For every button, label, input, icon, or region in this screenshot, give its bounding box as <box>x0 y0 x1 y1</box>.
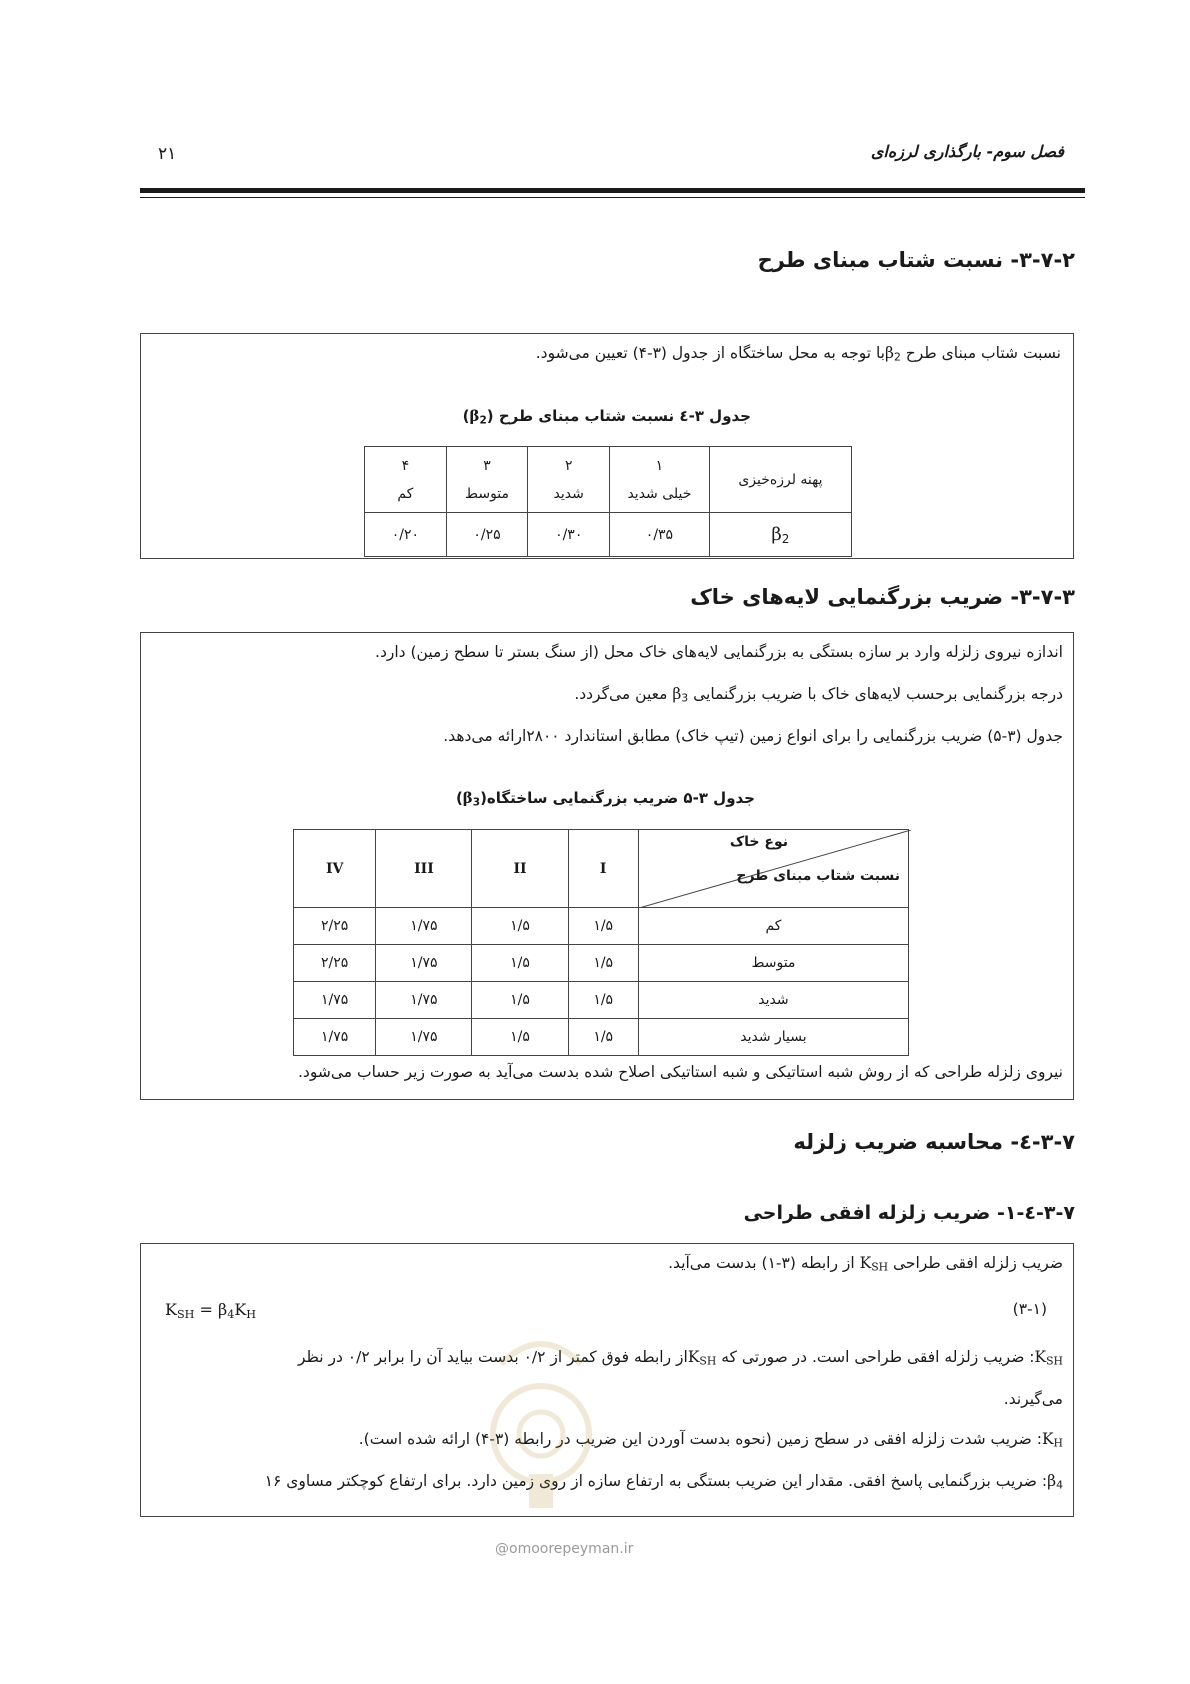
zone-1-header <box>610 447 710 513</box>
intro-before: ضریب زلزله افقی طراحی <box>888 1254 1063 1272</box>
cell: ۱/۵ <box>472 945 568 982</box>
table-3-4-row-header: پهنه لرزه‌خیزی <box>709 447 851 513</box>
def-ksh-text-1: : ضریب زلزله افقی طراحی است. در صورتی که <box>721 1348 1035 1366</box>
para-soil-3: جدول (۳-۵) ضریب بزرگنمایی را برای انواع زمین (تیپ خاک) مطابق استاندارد ۲۸۰۰ارائه می‌دهد. <box>443 727 1063 745</box>
para-soil-1: اندازه نیروی زلزله وارد بر سازه بستگی به بزرگنمایی لایه‌های خاک محل (از سنگ بستر تا سطح زمین) دارد. <box>375 643 1063 661</box>
soil-type-IV: IV <box>294 830 376 908</box>
def-ksh-text-2: از رابطه فوق کمتر از ۰/۲ بدست بیاید آن را برابر ۰/۲ در نظر <box>297 1348 688 1366</box>
zone-label: متوسط <box>465 485 510 502</box>
section-box-3-7-4-1 <box>140 1243 1074 1517</box>
def-ksh-symbol-inline: K <box>687 1348 700 1366</box>
formula-label: (۳-۱) <box>1012 1300 1047 1318</box>
cell: ۲/۲۵ <box>294 908 376 945</box>
section-3-7-2-intro <box>536 344 1061 364</box>
def-ksh-symbol: K <box>1034 1348 1047 1366</box>
zone-label: کم <box>397 485 414 502</box>
table-row <box>294 908 909 945</box>
para-closing: نیروی زلزله طراحی که از روش شبه استاتیکی و شبه استاتیکی اصلاح شده بدست می‌آید به صورت زیر حساب می‌شود. <box>298 1063 1063 1081</box>
para2-before: درجه بزرگنمایی برحسب لایه‌های خاک با ضریب بزرگنمایی <box>688 685 1063 703</box>
caption-end: ) <box>462 407 470 425</box>
zone-4-value: ۰/۲۰ <box>365 513 447 557</box>
def-ksh-sub-inline: SH <box>699 1354 717 1368</box>
cell: ۲/۲۵ <box>294 945 376 982</box>
zone-2-value: ۰/۳۰ <box>528 513 610 557</box>
cell: ۱/۷۵ <box>376 1019 472 1056</box>
beta2-row-label <box>709 513 851 557</box>
def-ksh-line1 <box>298 1348 1063 1368</box>
soil-type-II: II <box>472 830 568 908</box>
ksh-sub: SH <box>871 1260 889 1274</box>
caption-text: جدول ۳-٤ نسبت شتاب مبنای طرح ( <box>486 407 751 425</box>
def-kh <box>359 1430 1063 1450</box>
zone-number: ۳ <box>483 457 491 474</box>
header-rule-thin <box>140 197 1085 198</box>
ksh-symbol: K <box>859 1254 872 1272</box>
beta2-subscript: 2 <box>893 350 901 364</box>
caption-sub: 3 <box>472 796 481 809</box>
corner-soil-type: نوع خاک <box>729 834 788 850</box>
beta-symbol: β <box>771 523 782 545</box>
cell: ۱/۵ <box>568 982 638 1019</box>
caption-text: جدول ۳-۵ ضریب بزرگنمایی ساختگاه( <box>480 789 755 807</box>
intro-after: از رابطه (۳-۱) بدست می‌آید. <box>668 1254 860 1272</box>
table-3-5 <box>293 829 909 1056</box>
def-kh-symbol: K <box>1041 1430 1054 1448</box>
table-row <box>294 1019 909 1056</box>
page-number: ۲۱ <box>158 144 177 164</box>
caption-end: ) <box>455 789 463 807</box>
cell: ۱/۵ <box>568 1019 638 1056</box>
zone-2-header <box>528 447 610 513</box>
watermark-url: @omoorepeyman.ir <box>495 1541 634 1557</box>
header-rule-thick <box>140 188 1085 193</box>
section-heading-3-7-2: ۳-۷-۲- نسبت شتاب مبنای طرح <box>757 248 1075 272</box>
formula-kh-sub: H <box>246 1307 257 1321</box>
def-kh-text: : ضریب شدت زلزله افقی در سطح زمین (نحوه بدست آوردن این ضریب در رابطه (۳-۴) ارائه شده است). <box>358 1430 1042 1448</box>
table-row <box>294 945 909 982</box>
table-3-5-corner <box>638 830 908 908</box>
row-label: کم <box>638 908 908 945</box>
caption-beta: β <box>469 407 480 425</box>
beta3-sub: 3 <box>681 691 689 705</box>
zone-label: خیلی شدید <box>627 485 692 502</box>
caption-beta: β <box>462 789 473 807</box>
cell: ۱/۵ <box>568 945 638 982</box>
row-label: شدید <box>638 982 908 1019</box>
table-row <box>294 982 909 1019</box>
cell: ۱/۷۵ <box>294 982 376 1019</box>
soil-type-III: III <box>376 830 472 908</box>
table-3-4-caption <box>463 407 751 427</box>
cell: ۱/۵ <box>568 908 638 945</box>
ksh-intro <box>668 1254 1063 1274</box>
chapter-title: فصل سوم- بارگذاری لرزه‌ای <box>870 142 1064 161</box>
beta-sub: 2 <box>781 531 790 546</box>
cell: ۱/۷۵ <box>376 982 472 1019</box>
zone-4-header <box>365 447 447 513</box>
def-ksh-line2: می‌گیرند. <box>1003 1390 1063 1408</box>
cell: ۱/۷۵ <box>376 945 472 982</box>
cell: ۱/۷۵ <box>376 908 472 945</box>
zone-label: شدید <box>553 485 584 502</box>
cell: ۱/۷۵ <box>294 1019 376 1056</box>
def-beta4-sub: 4 <box>1056 1478 1063 1492</box>
def-beta4-text: : ضریب بزرگنمایی پاسخ افقی. مقدار این ضریب بستگی به ارتفاع سازه از روی زمین دارد. برای ارتفاع کوچکتر مساوی ۱۶ <box>264 1472 1048 1490</box>
formula-beta: β <box>217 1300 228 1319</box>
table-3-5-caption <box>456 789 755 809</box>
table-3-4 <box>364 446 852 557</box>
row-label: بسیار شدید <box>638 1019 908 1056</box>
para2-after: معین می‌گردد. <box>574 685 673 703</box>
section-box-3-7-2 <box>140 333 1074 559</box>
zone-3-header <box>446 447 528 513</box>
cell: ۱/۵ <box>472 908 568 945</box>
row-label: متوسط <box>638 945 908 982</box>
formula-beta-sub: 4 <box>227 1307 235 1321</box>
section-box-3-7-3 <box>140 632 1074 1100</box>
def-kh-sub: H <box>1053 1436 1063 1450</box>
cell: ۱/۵ <box>472 1019 568 1056</box>
zone-number: ۴ <box>401 457 410 474</box>
zone-number: ۱ <box>655 457 664 474</box>
formula-k: K <box>165 1300 177 1319</box>
formula-kh: K <box>234 1300 247 1319</box>
formula-3-1 <box>165 1300 256 1321</box>
def-beta4 <box>265 1472 1063 1492</box>
cell: ۱/۵ <box>472 982 568 1019</box>
zone-3-value: ۰/۲۵ <box>446 513 528 557</box>
formula-k-sub: SH <box>176 1307 195 1321</box>
section-heading-3-7-4: ۳-۷-٤- محاسبه ضریب زلزله <box>793 1130 1075 1154</box>
beta2-symbol: β <box>884 344 894 362</box>
def-ksh-sub: SH <box>1046 1354 1063 1368</box>
corner-acceleration: نسبت شتاب مبنای طرح <box>736 868 900 884</box>
def-beta4-symbol: β <box>1047 1472 1057 1490</box>
zone-number: ۲ <box>564 457 573 474</box>
intro-text-after: با توجه به محل ساختگاه از جدول (۳-۴) تعیین می‌شود. <box>535 344 885 362</box>
section-heading-3-7-4-1: ۳-۷-٤-۱- ضریب زلزله افقی طراحی <box>743 1202 1075 1224</box>
section-heading-3-7-3: ۳-۷-۳- ضریب بزرگنمایی لایه‌های خاک <box>690 585 1075 609</box>
para-soil-2 <box>574 685 1063 705</box>
intro-text-before: نسبت شتاب مبنای طرح <box>900 344 1061 362</box>
soil-type-I: I <box>568 830 638 908</box>
zone-1-value: ۰/۳۵ <box>610 513 710 557</box>
watermark-logo-icon <box>471 1324 611 1514</box>
caption-sub: 2 <box>479 414 487 427</box>
formula-eq: = <box>194 1300 218 1319</box>
beta3-symbol: β <box>672 685 682 703</box>
